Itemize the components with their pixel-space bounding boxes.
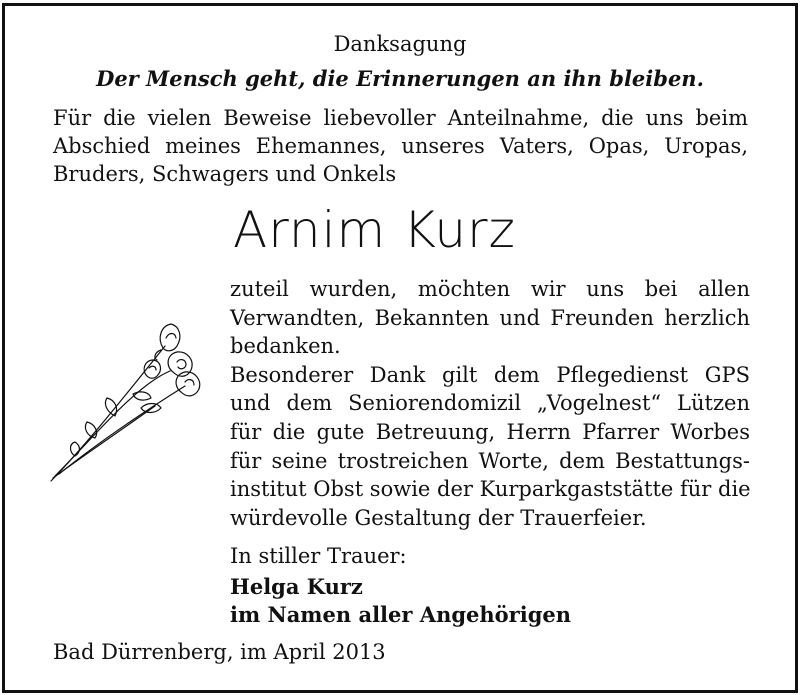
- body-line: Besonderer Dank gilt dem Pflegedienst GPS: [230, 362, 750, 387]
- body-line: für die gute Betreuung, Herrn Pfarrer Worbes: [230, 419, 750, 444]
- deceased-name: Arnim Kurz: [233, 201, 516, 259]
- body-line: würdevolle Gestaltung der Trauerfeier.: [230, 505, 647, 530]
- notice-motto: Der Mensch geht, die Erinnerungen an ihn bleiben.: [96, 66, 704, 91]
- intro-paragraph: [53, 104, 748, 188]
- intro-line: Bruders, Schwagers und Onkels: [53, 162, 397, 186]
- intro-line: Abschied meines Ehemannes, unseres Vaters, Opas, Uropas,: [53, 134, 748, 158]
- place-date: Bad Dürrenberg, im April 2013: [53, 640, 386, 664]
- body-line: bedanken.: [230, 334, 341, 359]
- body-line: Verwandten, Bekannten und Freunden herzlich: [230, 305, 750, 330]
- mourning-label: In stiller Trauer:: [230, 544, 407, 568]
- thanks-paragraph: [230, 275, 750, 532]
- body-line: zuteil wurden, möchten wir uns bei allen: [230, 277, 750, 301]
- rose-branch-icon: [45, 316, 205, 486]
- intro-line: Für die vielen Beweise liebevoller Anteilnahme, die uns beim: [53, 106, 748, 130]
- body-line: institut Obst sowie der Kurparkgaststätte für die: [230, 477, 751, 502]
- notice-heading: Danksagung: [333, 32, 467, 56]
- body-line: und dem Seniorendomizil „Vogelnest“ Lützen: [230, 391, 750, 416]
- obituary-notice: [2, 3, 798, 693]
- signer-relatives: im Namen aller Angehörigen: [230, 602, 572, 627]
- body-line: für seine trostreichen Worte, dem Bestattungs-: [230, 448, 750, 473]
- signers-block: [230, 573, 571, 629]
- signer-name: Helga Kurz: [230, 574, 363, 599]
